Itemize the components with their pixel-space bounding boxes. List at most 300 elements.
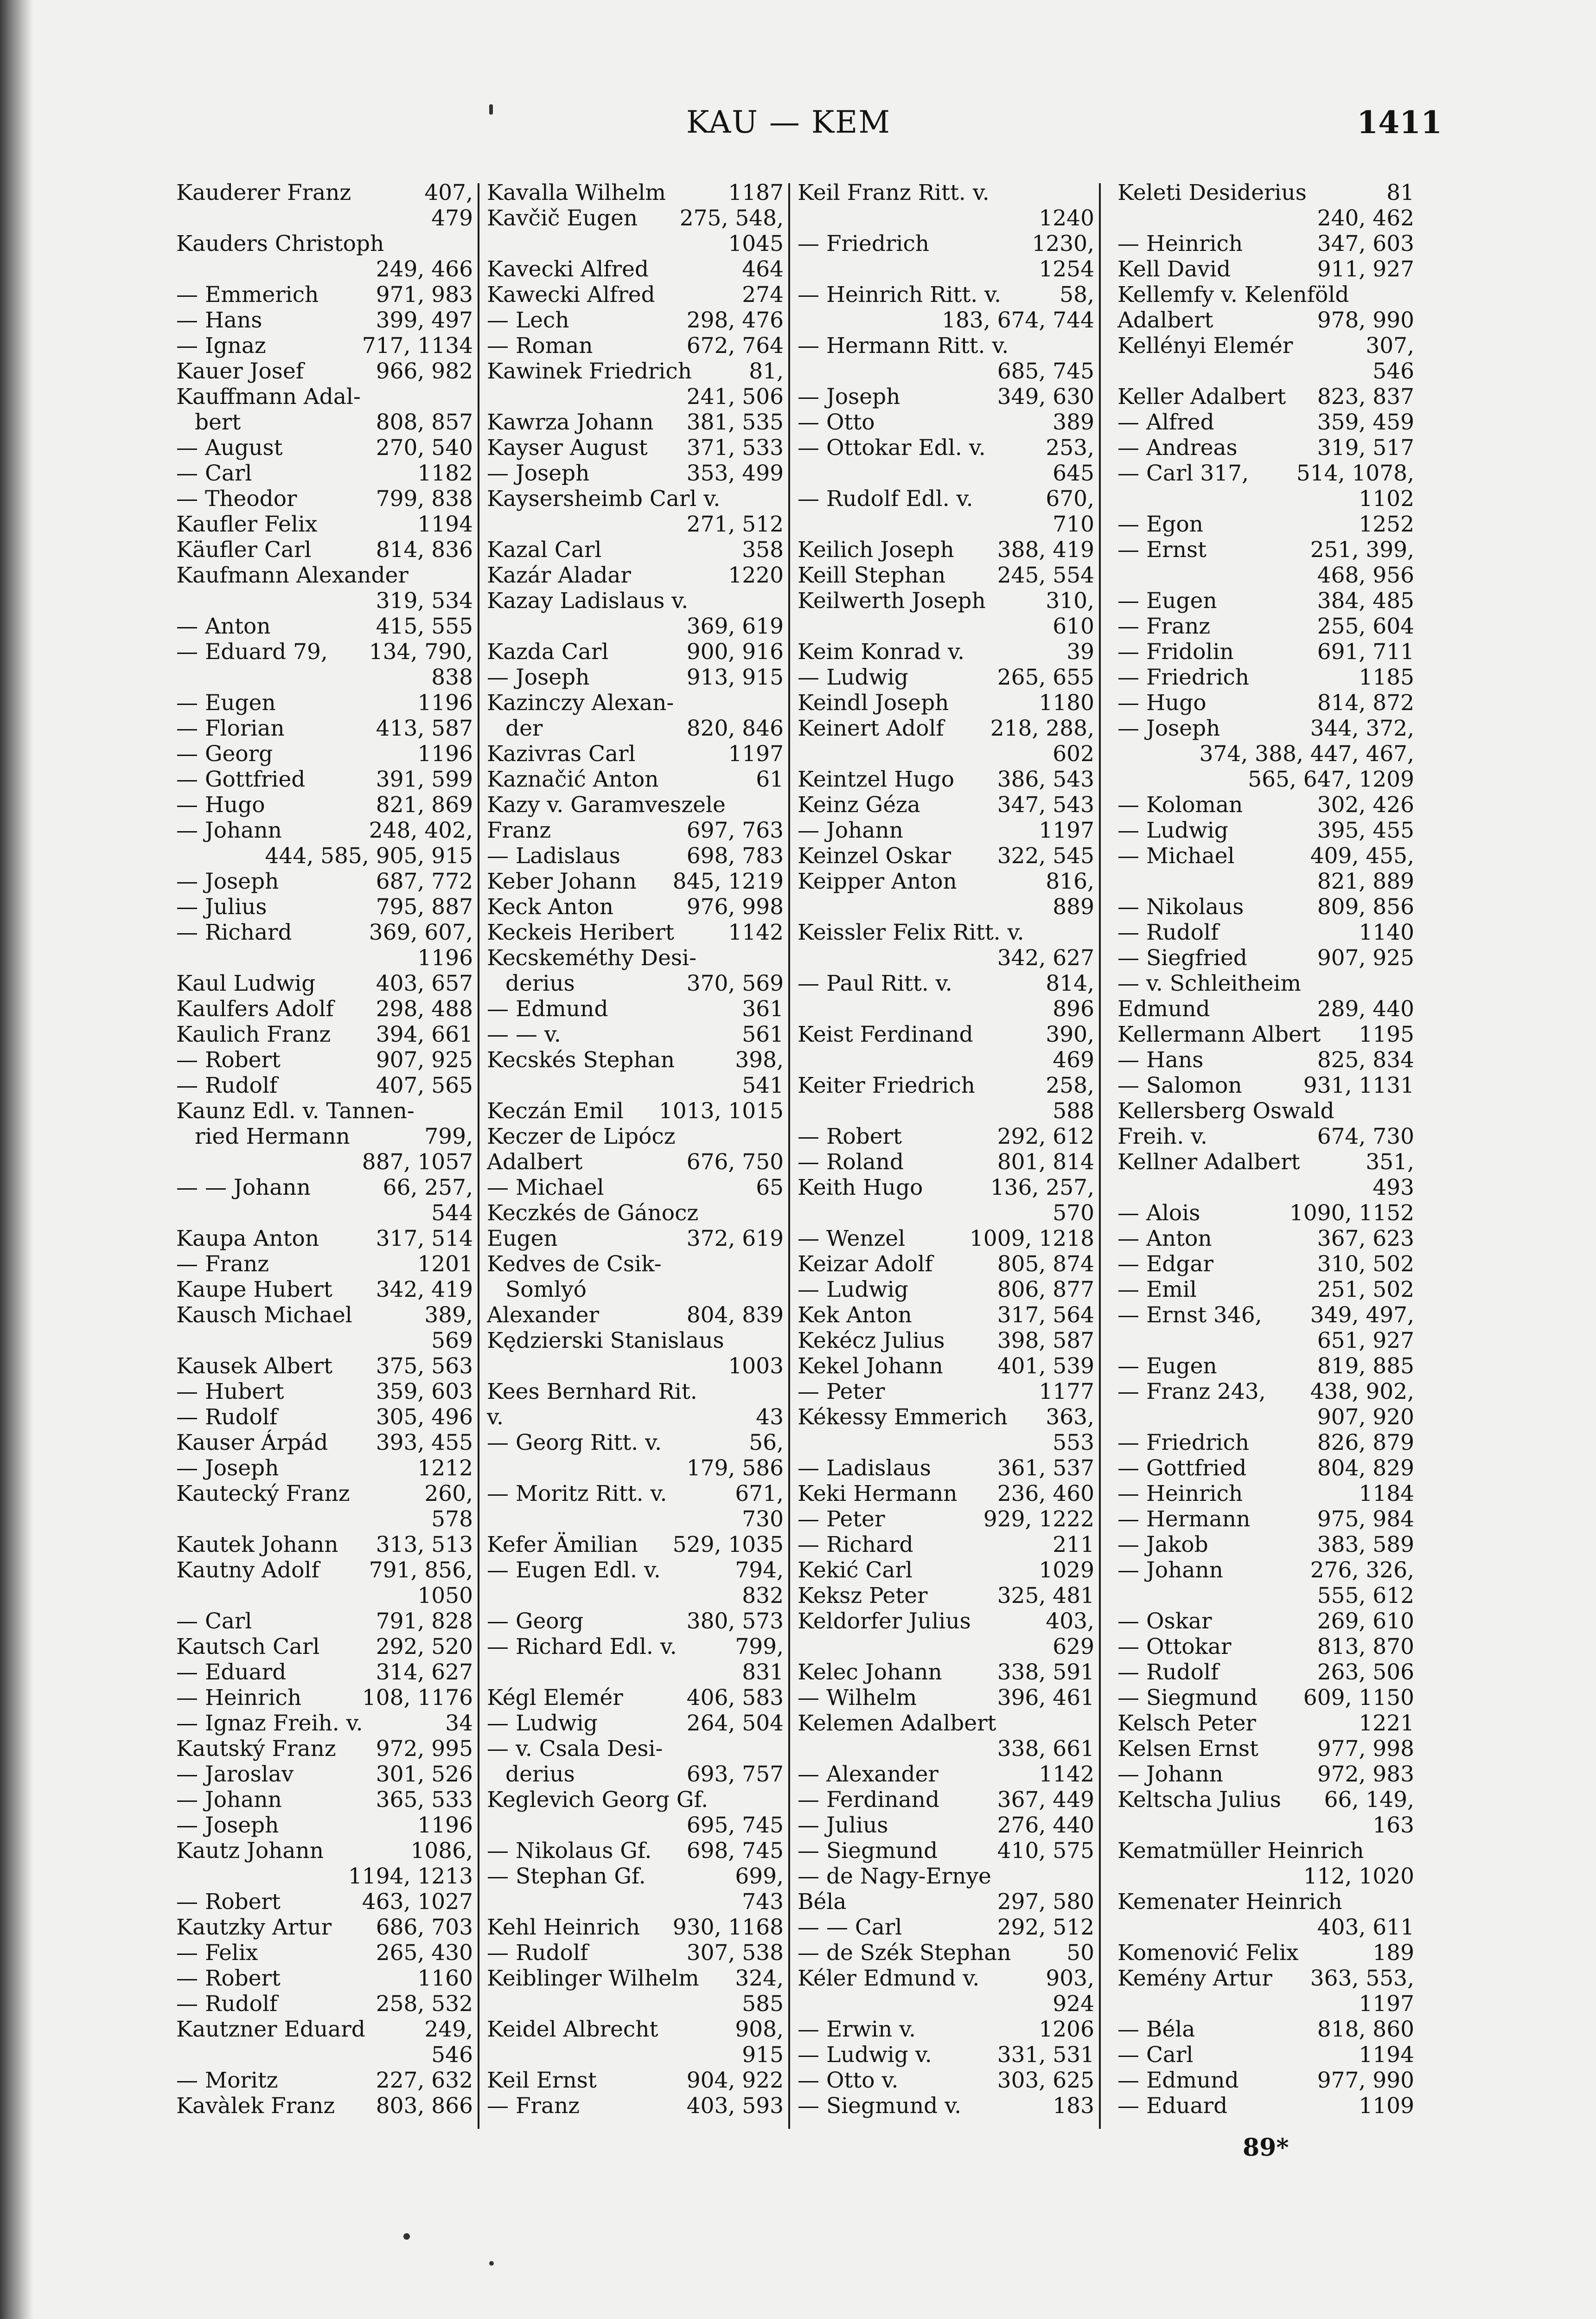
entry-name: — Jakob [1117, 1532, 1208, 1557]
entry-name: — Julius [176, 894, 267, 920]
entry-name: — Ignaz [176, 333, 266, 359]
index-entry [487, 1787, 784, 1813]
entry-name: — Rudolf [487, 1940, 588, 1966]
index-entry [798, 1200, 1094, 1226]
index-entry [487, 180, 784, 205]
entry-pages: 1142 [728, 920, 784, 945]
index-entry [487, 1532, 784, 1557]
index-entry [487, 1889, 784, 1915]
entry-pages: 1220 [728, 563, 784, 588]
index-entry [176, 614, 473, 639]
entry-pages: 236, 460 [997, 1481, 1094, 1506]
entry-name: Keidel Albrecht [487, 2017, 658, 2042]
index-entry [798, 333, 1094, 359]
entry-name: — Siegmund [1117, 1685, 1258, 1710]
entry-pages: 258, [1046, 1073, 1094, 1098]
entry-pages: 351, [1366, 1149, 1414, 1175]
entry-name: — Johann [176, 1787, 282, 1813]
entry-name: Keiblinger Wilhelm [487, 1966, 699, 1991]
entry-name: — Eugen [1117, 588, 1217, 614]
entry-pages: 1086, [410, 1838, 473, 1864]
index-entry [487, 1353, 784, 1379]
index-entry [1117, 256, 1414, 282]
index-entry [487, 665, 784, 690]
entry-pages: 674, 730 [1317, 1124, 1414, 1149]
index-entry [487, 2042, 784, 2068]
entry-pages: 344, 372, [1310, 716, 1414, 741]
entry-pages: 609, 1150 [1303, 1685, 1414, 1710]
index-entry [1117, 1226, 1414, 1251]
index-entry [176, 1991, 473, 2017]
index-entry [798, 894, 1094, 920]
entry-pages: 50 [1066, 1940, 1094, 1966]
entry-pages: 407, [424, 180, 473, 205]
entry-pages: 389 [1053, 410, 1094, 435]
entry-name: Kawrza Johann [487, 410, 654, 435]
entry-name: — Heinrich [1117, 1481, 1243, 1506]
entry-name: Kaupa Anton [176, 1226, 319, 1251]
entry-pages: 565, 647, 1209 [1248, 767, 1414, 792]
index-entry [1117, 1710, 1414, 1736]
index-entry [1117, 282, 1414, 307]
entry-pages: 406, 583 [686, 1685, 784, 1710]
entry-name: — Rudolf [1117, 920, 1219, 945]
entry-name: — Franz [176, 1251, 269, 1277]
entry-name: — Eugen Edl. v. [487, 1557, 661, 1583]
column-rule [478, 183, 479, 2129]
index-entry [798, 1455, 1094, 1481]
entry-name: Alexander [487, 1302, 599, 1328]
entry-name: Keber Johann [487, 869, 637, 894]
entry-name: Kauer Josef [176, 359, 304, 384]
index-entry [1117, 2093, 1414, 2119]
entry-name: Keintzel Hugo [798, 767, 955, 792]
entry-pages: 248, 402, [369, 818, 473, 843]
index-entry [176, 1328, 473, 1353]
entry-pages: 645 [1053, 461, 1094, 486]
entry-pages: 610 [1053, 614, 1094, 639]
index-entry [487, 2068, 784, 2093]
index-entry [1117, 639, 1414, 665]
entry-pages: 541 [742, 1073, 784, 1098]
entry-pages: 388, 419 [997, 537, 1094, 563]
entry-name: — Hans [1117, 1047, 1204, 1073]
index-entry [1117, 1940, 1414, 1966]
index-entry [798, 1864, 1094, 1889]
entry-name: Kaysersheimb Carl v. [487, 486, 721, 512]
entry-name: — Ludwig [1117, 818, 1228, 843]
index-entry [1117, 537, 1414, 563]
entry-name: — Nikolaus Gf. [487, 1838, 652, 1864]
entry-name: — Gottfried [176, 767, 306, 792]
entry-name: Keipper Anton [798, 869, 957, 894]
entry-pages: 413, 587 [376, 716, 473, 741]
index-entry [176, 1889, 473, 1915]
index-entry [798, 665, 1094, 690]
index-entry [487, 563, 784, 588]
entry-name: Kavecki Alfred [487, 256, 649, 282]
index-entry [487, 894, 784, 920]
index-entry [798, 1813, 1094, 1838]
index-entry [487, 1506, 784, 1532]
index-entry [1117, 486, 1414, 512]
index-entry [798, 486, 1094, 512]
entry-pages: 108, 1176 [362, 1685, 473, 1710]
index-entry [176, 1966, 473, 1991]
index-entry [176, 1583, 473, 1608]
entry-pages: 271, 512 [686, 512, 784, 537]
entry-name: — Robert [798, 1124, 902, 1149]
entry-pages: 297, 580 [997, 1889, 1094, 1915]
entry-pages: 251, 502 [1317, 1277, 1414, 1302]
entry-pages: 1187 [728, 180, 784, 205]
entry-pages: 265, 655 [997, 665, 1094, 690]
entry-name: Somlyó [505, 1277, 587, 1302]
entry-pages: 907, 925 [1317, 945, 1414, 971]
entry-pages: 367, 449 [997, 1787, 1094, 1813]
entry-pages: 370, 569 [686, 971, 784, 996]
index-entry [798, 614, 1094, 639]
entry-pages: 314, 627 [376, 1659, 473, 1685]
entry-name: Kawinek Friedrich [487, 359, 692, 384]
index-entry [176, 2093, 473, 2119]
entry-pages: 831 [742, 1659, 784, 1685]
entry-pages: 269, 610 [1317, 1608, 1414, 1634]
print-speck [489, 104, 493, 115]
entry-name: — Eduard [1117, 2093, 1228, 2119]
entry-pages: 832 [742, 1583, 784, 1608]
entry-pages: 389, [424, 1302, 473, 1328]
entry-pages: 245, 554 [997, 563, 1094, 588]
entry-pages: 275, 548, [679, 205, 784, 231]
entry-pages: 1195 [1359, 1022, 1414, 1047]
entry-pages: 292, 612 [997, 1124, 1094, 1149]
entry-pages: 369, 607, [369, 920, 473, 945]
entry-pages: 651, 927 [1317, 1328, 1414, 1353]
entry-pages: 258, 532 [376, 1991, 473, 2017]
index-entry [487, 1813, 784, 1838]
index-entry [176, 945, 473, 971]
entry-pages: 687, 772 [376, 869, 473, 894]
entry-pages: 730 [742, 1506, 784, 1532]
entry-pages: 464 [742, 256, 784, 282]
entry-pages: 1050 [417, 1583, 473, 1608]
index-entry [176, 792, 473, 818]
index-entry [1117, 1685, 1414, 1710]
entry-pages: 438, 902, [1310, 1379, 1414, 1404]
index-entry [1117, 1404, 1414, 1430]
index-entry [1117, 894, 1414, 920]
index-entry [1117, 1175, 1414, 1200]
index-entry [487, 1200, 784, 1226]
entry-name: Keller Adalbert [1117, 384, 1286, 410]
index-entry [487, 614, 784, 639]
running-head: KAU — KEM [686, 104, 891, 140]
index-entry [798, 1226, 1094, 1251]
entry-pages: 255, 604 [1317, 614, 1414, 639]
entry-name: Kautský Franz [176, 1736, 336, 1762]
entry-name: — Koloman [1117, 792, 1243, 818]
index-entry [798, 588, 1094, 614]
entry-pages: 803, 866 [376, 2093, 473, 2119]
entry-name: Eugen [487, 1226, 558, 1251]
entry-name: — v. Csala Desi- [487, 1736, 663, 1762]
index-entry [487, 920, 784, 945]
entry-name: — Felix [176, 1940, 258, 1966]
index-entry [1117, 1481, 1414, 1506]
entry-name: Kavčič Eugen [487, 205, 638, 231]
index-entry [1117, 1455, 1414, 1481]
entry-pages: 260, [424, 1481, 473, 1506]
index-entry [1117, 869, 1414, 894]
index-entry [1117, 1634, 1414, 1659]
index-entry [1117, 996, 1414, 1022]
index-entry [798, 1277, 1094, 1302]
entry-pages: 903, [1046, 1966, 1094, 1991]
entry-pages: 1003 [728, 1353, 784, 1379]
entry-name: — Wenzel [798, 1226, 906, 1251]
entry-name: — Ladislaus [487, 843, 620, 869]
entry-name: Keckeis Heribert [487, 920, 674, 945]
index-entry [798, 869, 1094, 894]
entry-pages: 838 [431, 665, 473, 690]
index-entry [176, 410, 473, 435]
entry-name: Kazinczy Alexan- [487, 690, 674, 716]
entry-name: — Carl [1117, 2042, 1194, 2068]
index-entry [176, 894, 473, 920]
entry-pages: 358 [742, 537, 784, 563]
index-entry [176, 843, 473, 869]
entry-pages: 795, 887 [376, 894, 473, 920]
entry-name: Keilwerth Joseph [798, 588, 986, 614]
entry-pages: 929, 1222 [983, 1506, 1094, 1532]
index-entry [487, 971, 784, 996]
index-entry [487, 639, 784, 665]
entry-pages: 1196 [417, 945, 473, 971]
entry-name: Kefer Ämilian [487, 1532, 638, 1557]
entry-name: — Ludwig v. [798, 2042, 932, 2068]
entry-name: — Edmund [487, 996, 608, 1022]
index-entry [798, 231, 1094, 256]
entry-name: — Egon [1117, 512, 1203, 537]
entry-pages: 977, 998 [1317, 1736, 1414, 1762]
entry-name: — Julius [798, 1813, 888, 1838]
entry-name: Kellemfy v. Kelenföld [1117, 282, 1349, 307]
index-entry [176, 741, 473, 767]
entry-name: Kell David [1117, 256, 1231, 282]
index-entry [1117, 767, 1414, 792]
index-entry [798, 639, 1094, 665]
entry-name: Kaul Ludwig [176, 971, 316, 996]
index-entry [798, 1966, 1094, 1991]
entry-name: derius [505, 971, 575, 996]
entry-pages: 403, 611 [1317, 1915, 1414, 1940]
entry-name: — Johann [1117, 1557, 1223, 1583]
entry-pages: 546 [1373, 359, 1414, 384]
entry-pages: 338, 591 [997, 1659, 1094, 1685]
entry-pages: 1102 [1359, 486, 1414, 512]
index-entry [176, 1736, 473, 1762]
entry-pages: 270, 540 [376, 435, 473, 461]
entry-pages: 913, 915 [686, 665, 784, 690]
entry-pages: 804, 829 [1317, 1455, 1414, 1481]
index-entry [487, 1098, 784, 1124]
entry-name: Edmund [1117, 996, 1210, 1022]
entry-pages: 1009, 1218 [969, 1226, 1094, 1251]
index-entry [798, 537, 1094, 563]
entry-name: der [505, 716, 543, 741]
entry-name: — — Johann [176, 1175, 311, 1200]
index-entry [487, 359, 784, 384]
index-entry [1117, 1353, 1414, 1379]
index-entry [798, 2017, 1094, 2042]
entry-pages: 403, [1046, 1608, 1094, 1634]
entry-pages: 813, 870 [1317, 1634, 1414, 1659]
entry-pages: 578 [431, 1506, 473, 1532]
entry-pages: 307, [1366, 333, 1414, 359]
entry-pages: 276, 440 [997, 1813, 1094, 1838]
index-entry [798, 1124, 1094, 1149]
entry-pages: 553 [1053, 1430, 1094, 1455]
index-entry [798, 512, 1094, 537]
index-entry [798, 2093, 1094, 2119]
index-entry [798, 1404, 1094, 1430]
index-entry [1117, 1557, 1414, 1583]
entry-pages: 1221 [1359, 1710, 1414, 1736]
index-entry [798, 1047, 1094, 1073]
entry-pages: 823, 837 [1317, 384, 1414, 410]
entry-pages: 1182 [417, 461, 473, 486]
entry-pages: 693, 757 [686, 1762, 784, 1787]
entry-name: Kausek Albert [176, 1353, 332, 1379]
entry-pages: 1109 [1359, 2093, 1414, 2119]
entry-pages: 338, 661 [997, 1736, 1094, 1762]
index-entry [487, 410, 784, 435]
entry-name: Kautz Johann [176, 1838, 324, 1864]
entry-name: — Hermann [1117, 1506, 1251, 1532]
index-entry [176, 639, 473, 665]
entry-name: Kellersberg Oswald [1117, 1098, 1334, 1124]
column-rule [1099, 183, 1101, 2129]
index-entry [176, 1200, 473, 1226]
entry-name: — Richard [176, 920, 292, 945]
entry-name: — Wilhelm [798, 1685, 917, 1710]
entry-pages: 907, 925 [376, 1047, 473, 1073]
entry-name: — Ignaz Freih. v. [176, 1710, 363, 1736]
page-header [176, 104, 1442, 155]
entry-pages: 39 [1066, 639, 1094, 665]
entry-name: Kautzner Eduard [176, 2017, 365, 2042]
index-entry [798, 1073, 1094, 1098]
entry-pages: 814, 872 [1317, 690, 1414, 716]
entry-pages: 791, 828 [376, 1608, 473, 1634]
entry-pages: 1184 [1359, 1481, 1414, 1506]
entry-pages: 544 [431, 1200, 473, 1226]
index-entry [1117, 1124, 1414, 1149]
entry-pages: 468, 956 [1317, 563, 1414, 588]
entry-name: v. [487, 1404, 504, 1430]
index-entry [798, 563, 1094, 588]
entry-name: Kaupe Hubert [176, 1277, 332, 1302]
entry-pages: 253, [1046, 435, 1094, 461]
index-entry [487, 1455, 784, 1481]
index-entry [487, 537, 784, 563]
entry-pages: 1185 [1359, 665, 1414, 690]
index-entry [798, 690, 1094, 716]
entry-pages: 276, 326, [1310, 1557, 1414, 1583]
entry-name: — Andreas [1117, 435, 1238, 461]
entry-pages: 686, 703 [376, 1915, 473, 1940]
entry-name: Kauderer Franz [176, 180, 351, 205]
entry-pages: 819, 885 [1317, 1353, 1414, 1379]
index-entry [487, 1685, 784, 1710]
entry-name: Kemenater Heinrich [1117, 1889, 1342, 1915]
index-entry [798, 1736, 1094, 1762]
entry-name: Kauser Árpád [176, 1430, 328, 1455]
entry-name: — Richard [798, 1532, 913, 1557]
entry-name: — Stephan Gf. [487, 1864, 646, 1889]
entry-pages: 801, 814 [997, 1149, 1094, 1175]
index-entry [1117, 792, 1414, 818]
entry-name: Kemény Artur [1117, 1966, 1272, 1991]
index-entry [176, 1430, 473, 1455]
index-entry [487, 869, 784, 894]
entry-pages: 821, 869 [376, 792, 473, 818]
entry-name: — Friedrich [1117, 1430, 1250, 1455]
index-entry [798, 945, 1094, 971]
index-entry [798, 996, 1094, 1022]
index-entry [798, 256, 1094, 282]
entry-name: Kazal Carl [487, 537, 602, 563]
entry-pages: 671, [735, 1481, 784, 1506]
entry-name: Keglevich Georg Gf. [487, 1787, 709, 1813]
index-entry [798, 2068, 1094, 2093]
entry-name: Kégl Elemér [487, 1685, 623, 1710]
entry-pages: 1177 [1039, 1379, 1094, 1404]
index-entry [798, 2042, 1094, 2068]
entry-pages: 189 [1373, 1940, 1414, 1966]
entry-name: Kazy v. Garamveszele [487, 792, 726, 818]
entry-name: Keiter Friedrich [798, 1073, 975, 1098]
index-entry [487, 818, 784, 843]
entry-name: — Erwin v. [798, 2017, 916, 2042]
index-entry [798, 410, 1094, 435]
entry-name: Kecskeméthy Desi- [487, 945, 696, 971]
index-entry [798, 1940, 1094, 1966]
entry-name: — Lech [487, 307, 569, 333]
entry-pages: 1197 [1039, 818, 1094, 843]
index-entry [487, 1149, 784, 1175]
entry-pages: 264, 504 [686, 1710, 784, 1736]
index-entry [798, 359, 1094, 384]
index-entry [176, 2042, 473, 2068]
index-entry [798, 920, 1094, 945]
entry-name: — de Nagy-Ernye [798, 1864, 991, 1889]
index-entry [487, 231, 784, 256]
entry-pages: 383, 589 [1317, 1532, 1414, 1557]
index-entry [176, 205, 473, 231]
entry-pages: 825, 834 [1317, 1047, 1414, 1073]
index-entry [1117, 1251, 1414, 1277]
index-entry [487, 384, 784, 410]
index-entry [176, 1481, 473, 1506]
entry-pages: 676, 750 [686, 1149, 784, 1175]
index-entry [487, 792, 784, 818]
index-entry [1117, 512, 1414, 537]
entry-pages: 971, 983 [376, 282, 473, 307]
entry-name: Kazivras Carl [487, 741, 636, 767]
index-entry [176, 1838, 473, 1864]
